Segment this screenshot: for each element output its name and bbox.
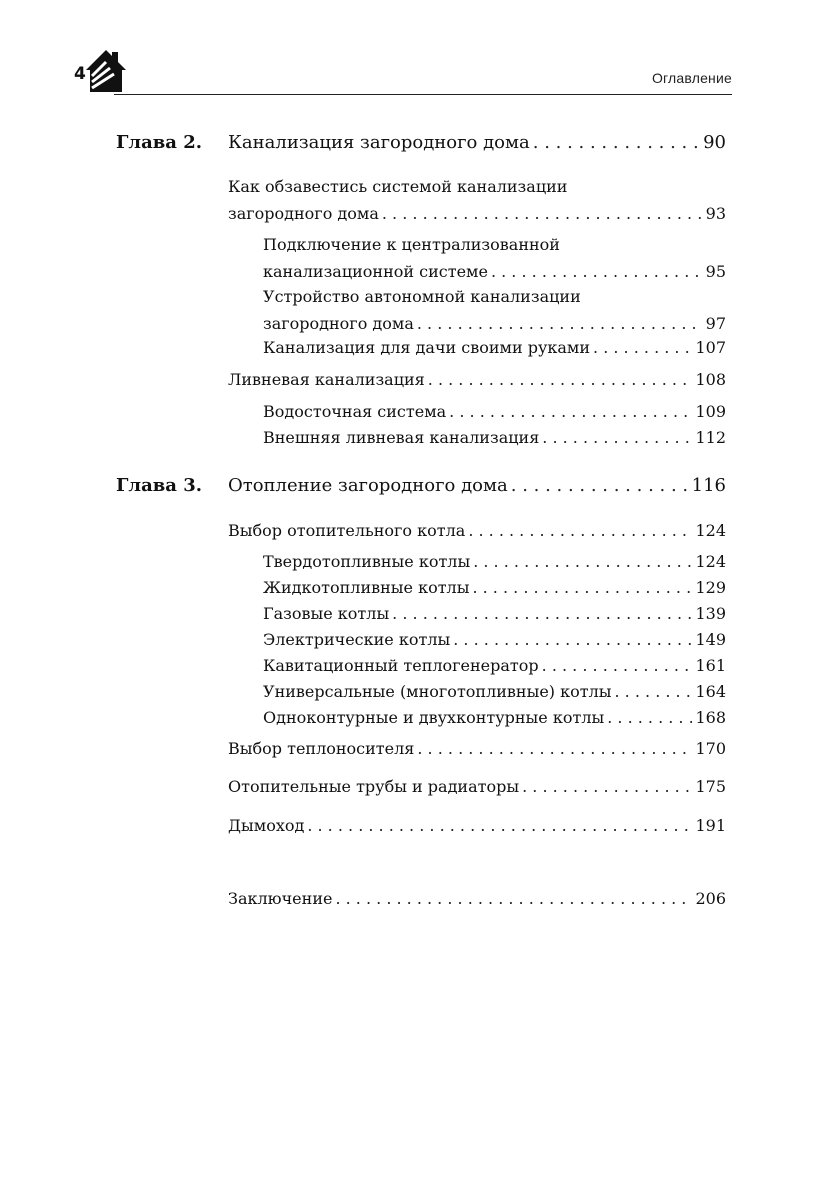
toc-page-number: 206 (695, 889, 726, 908)
toc-entry-title-line1[interactable]: Устройство автономной канализации (263, 287, 581, 306)
toc-page-number: 168 (695, 708, 726, 727)
dot-leader (453, 630, 692, 650)
toc-page-number: 149 (695, 630, 726, 649)
toc-entry-title: Канализация загородного дома (228, 132, 530, 153)
toc-entry-s6[interactable] (228, 816, 726, 836)
toc-entry-s3g[interactable] (263, 708, 726, 728)
dot-leader (382, 204, 703, 224)
toc-entry-s1[interactable] (228, 204, 726, 224)
toc-entry-title: Водосточная система (263, 402, 447, 421)
toc-entry-s2[interactable] (228, 370, 726, 390)
toc-entry-title-line1[interactable]: Подключение к централизованной (263, 235, 560, 254)
toc-entry-title: Канализация для дачи своими руками (263, 338, 591, 357)
dot-leader (428, 370, 693, 390)
toc-page-number: 108 (695, 370, 726, 389)
toc-entry-title: Выбор теплоносителя (228, 739, 415, 758)
toc-entry-title: Электрические котлы (263, 630, 451, 649)
toc-entry-s3f[interactable] (263, 682, 726, 702)
page-header (72, 48, 732, 96)
toc-page-number: 164 (695, 682, 726, 701)
toc-entry-s2a[interactable] (263, 402, 726, 422)
dot-leader (542, 428, 692, 448)
toc-entry-title: Кавитационный теплогенератор (263, 656, 539, 675)
toc-entry-title: Твердотопливные котлы (263, 552, 471, 571)
toc-page-number: 93 (705, 204, 726, 223)
toc-page-number: 139 (695, 604, 726, 623)
toc-page-number: 97 (705, 314, 726, 333)
toc-entry-s1a[interactable] (263, 262, 726, 282)
toc-entry-s3a[interactable] (263, 552, 726, 572)
toc-entry-chapter-2[interactable] (228, 133, 726, 153)
toc-entry-title: Отопление загородного дома (228, 475, 508, 496)
toc-entry-s3c[interactable] (263, 604, 726, 624)
toc-entry-title: Отопительные трубы и радиаторы (228, 777, 520, 796)
toc-entry-title: Заключение (228, 889, 333, 908)
toc-entry-s4[interactable] (228, 739, 726, 759)
toc-entry-title-line1[interactable]: Как обзавестись системой канализации (228, 177, 568, 196)
toc-entry-chapter-3[interactable] (228, 476, 726, 496)
toc-entry-title: Одноконтурные и двухконтурные котлы (263, 708, 605, 727)
toc-entry-s2b[interactable] (263, 428, 726, 448)
dot-leader (307, 816, 692, 836)
toc-entry-s1b[interactable] (263, 314, 726, 334)
toc-entry-title-line2: загородного дома (228, 204, 379, 223)
dot-leader (449, 402, 692, 422)
dot-leader (491, 262, 703, 282)
toc-entry-conclusion[interactable] (228, 889, 726, 909)
dot-leader (533, 133, 700, 153)
toc-entry-title: Ливневая канализация (228, 370, 425, 389)
toc-entry-s3e[interactable] (263, 656, 726, 676)
toc-page-number: 107 (695, 338, 726, 357)
dot-leader (615, 682, 693, 702)
toc-page-number: 112 (695, 428, 726, 447)
chapter-2-label: Глава 2. (116, 132, 203, 153)
toc-entry-title: Жидкотопливные котлы (263, 578, 470, 597)
toc-page-number: 124 (695, 521, 726, 540)
toc-entry-title: Газовые котлы (263, 604, 390, 623)
dot-leader (472, 578, 692, 598)
toc-entry-s1c[interactable] (263, 338, 726, 358)
toc-entry-title: Универсальные (многотопливные) котлы (263, 682, 612, 701)
toc-entry-title-line2: загородного дома (263, 314, 414, 333)
running-header-title: Оглавление (651, 70, 732, 86)
chapter-3-label: Глава 3. (116, 475, 203, 496)
toc-page-number: 124 (695, 552, 726, 571)
toc-page-number: 170 (695, 739, 726, 758)
dot-leader (593, 338, 692, 358)
toc-entry-title: Внешняя ливневая канализация (263, 428, 540, 447)
dot-leader (417, 314, 703, 334)
dot-leader (473, 552, 692, 572)
dot-leader (511, 476, 689, 496)
toc-entry-s3b[interactable] (263, 578, 726, 598)
dot-leader (607, 708, 692, 728)
dot-leader (522, 777, 692, 797)
dot-leader (392, 604, 692, 624)
toc-page-number: 191 (695, 816, 726, 835)
toc-entry-s3d[interactable] (263, 630, 726, 650)
toc-page-number: 129 (695, 578, 726, 597)
dot-leader (542, 656, 693, 676)
dot-leader (335, 889, 692, 909)
toc-page-number: 116 (691, 475, 726, 496)
toc-page-number: 90 (703, 132, 726, 153)
toc-page-number: 175 (695, 777, 726, 796)
toc-entry-title: Выбор отопительного котла (228, 521, 466, 540)
toc-page-number: 95 (705, 262, 726, 281)
toc-entry-title-line2: канализационной системе (263, 262, 488, 281)
dot-leader (468, 521, 692, 541)
toc-page-number: 161 (695, 656, 726, 675)
page-number: 4 (74, 64, 86, 84)
toc-entry-title: Дымоход (228, 816, 305, 835)
header-divider (114, 94, 732, 95)
dot-leader (417, 739, 692, 759)
toc-entry-s3[interactable] (228, 521, 726, 541)
toc-entry-s5[interactable] (228, 777, 726, 797)
toc-page-number: 109 (695, 402, 726, 421)
